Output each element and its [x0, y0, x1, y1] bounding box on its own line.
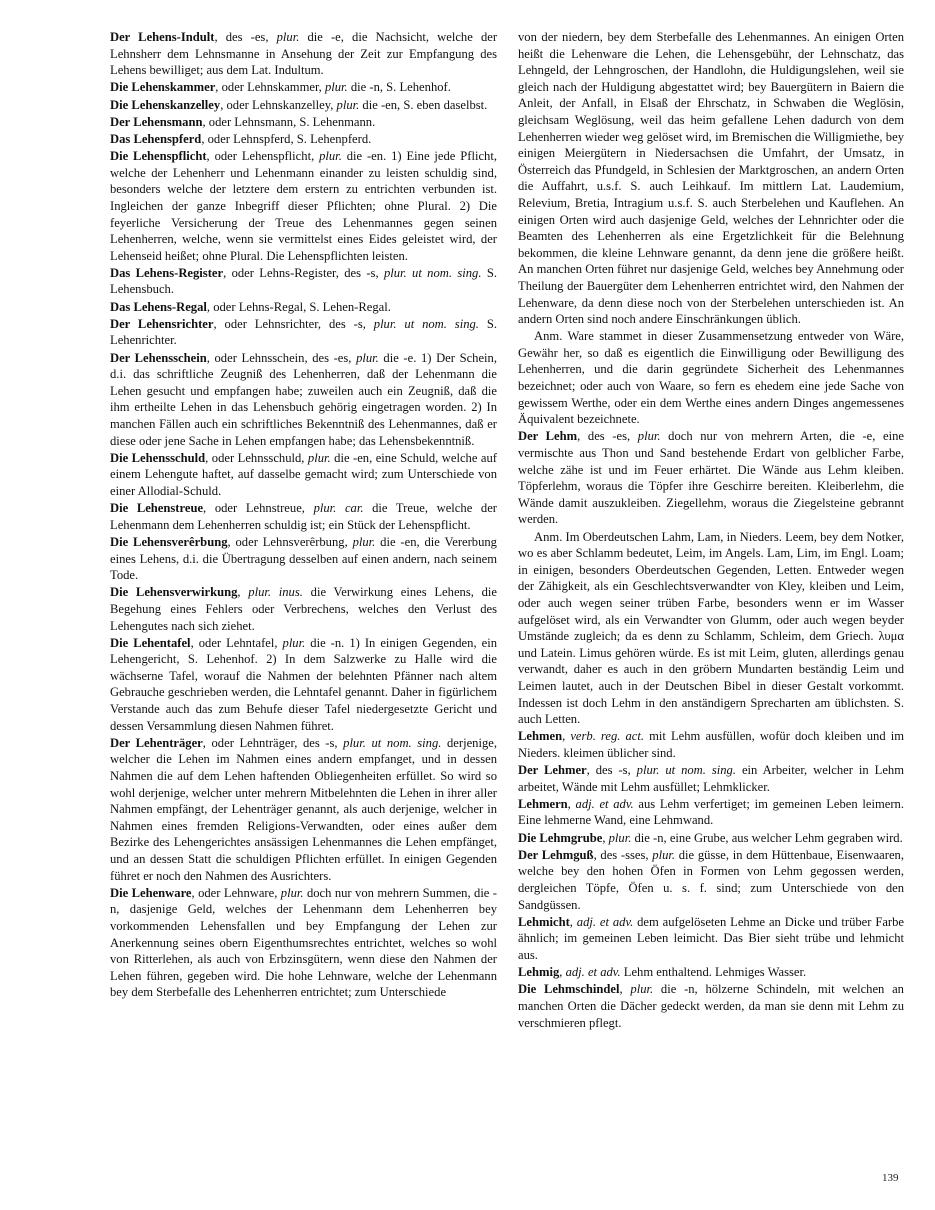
entry-text: die -n, hölzerne Schindeln, mit welchen an manchen Orten die Dächer gedeckt werden, da man sie denn mit Lehm zu verschmieren pflegt. [518, 982, 904, 1030]
entry-text: , oder Lehnsschuld, [205, 450, 308, 465]
entry-text: die Treue, welche der Lehenmann dem Lehenherren schuldig ist; ein Stück der Lehenspflicht. [110, 501, 497, 532]
dictionary-entry [110, 299, 497, 316]
dictionary-entry [518, 847, 904, 913]
entry-text: doch nur von mehrern Arten, die -e, eine vermischte aus Thon und Sand bestehende Erdart von gelblicher Farbe, welche zähe ist und im Feuer erhärtet. Die Wände aus Lehm kleiben. Töpferlehm, woraus die Töpfer ihre Geschirre bereiten. Kleiberlehm, die Wände damit auszukleiben. Ziegellehm, woraus die Ziegelsteine gebrannt werden. [518, 429, 904, 527]
headword: Die Lehensschuld [110, 450, 206, 465]
grammar-note: plur. [319, 149, 342, 164]
grammar-note: plur. ut nom. sing. [343, 735, 442, 750]
grammar-note: plur. ut nom. sing. [373, 316, 479, 331]
dictionary-entry [518, 728, 904, 761]
dictionary-entry [518, 762, 904, 795]
headword: Die Lehenspflicht [110, 149, 207, 164]
entry-text: , oder Lehnsschein, des -es, [206, 350, 357, 365]
dictionary-entry [518, 796, 904, 829]
entry-text: die -en. 1) Eine jede Pflicht, welche der Lehenherr und Lehenmann einander zu leisten schuldig sind, besonders welche der letztere dem erstern zu entrichten verbunden ist. Ingleichen der ganze Inbegriff dieser Pflichten; ohne Plural. 2) Die feyerliche Versicherung der Treue des Lehenmannes gegen seinen Lehenherren, welche, wenn sie vermittelst eines Eides geleistet wird, der Lehenseid heißet; ohne Plural. Die Lehenspflichten leisten. [110, 149, 497, 263]
entry-text: Lehm enthaltend. Lehmiges Wasser. [620, 965, 807, 980]
entry-text: ein Arbeiter, welcher in Lehm arbeitet, Wände mit Lehm ausfüllet; Lehmklicker. [518, 763, 905, 794]
dictionary-entry [110, 29, 497, 79]
entry-text: , oder Lehnskammer, [215, 80, 325, 95]
entry-text: die -n. 1) In einigen Gegenden, ein Lehengericht, S. Lehenhof. 2) In dem Salzwerke zu Halle wird die wächserne Tafel, worauf die Nahmen der belehnten Pfänner nach altem Gebrauche geschrieben werden, die Lehntafel genannt. Daher in figürlichem Verstande auch das zum Behufe dieser Tafel niedergesetzte Gericht und dessen Versammlung diesen Nahmen führet. [110, 635, 497, 733]
dictionary-entry [110, 97, 497, 114]
dictionary-entry [110, 534, 497, 584]
headword: Die Lehensverêrbung [110, 534, 228, 549]
grammar-note: plur. ut nom. sing. [383, 265, 482, 280]
entry-text: , oder Lehnspferd, S. Lehenpferd. [201, 131, 372, 146]
entry-text: , oder Lehnstreue, [203, 501, 314, 516]
dictionary-entry [110, 316, 497, 349]
dictionary-entry [110, 350, 497, 450]
entry-text: die -en, die Vererbung eines Lehens, d.i. die Übertragung desselben auf einen andern, nach seinem Tode. [110, 534, 497, 583]
entry-text: , oder Lehns-Register, des -s, [223, 265, 384, 280]
entry-text: , oder Lehnskanzelley, [220, 97, 337, 112]
entry-text: dem aufgelöseten Lehme an Dicke und trüber Farbe ähnlich; im gemeinen Leben leimicht. Das Bier sieht trübe und lehmicht aus. [518, 914, 904, 962]
dictionary-entry [518, 964, 904, 981]
annotation-paragraph: Anm. Ware stammet in dieser Zusammensetzung entweder von Wäre, Gewähr her, so daß es eigentlich die Einwilligung oder Bewilligung des Lehenherren, und die darin gegründete Sicherheit des Lehenmannes bezeichnet; oder auch von Waare, so fern es ehedem eine jede Sache von gewissem Werthe, oder ein dem Werthe eines andern Dinges angemessenes Äquivalent bezeichnete. [518, 329, 904, 427]
entry-text: , [567, 796, 576, 811]
grammar-note: plur. [352, 534, 376, 549]
dictionary-entry [518, 981, 904, 1031]
continued-text: von der niedern, bey dem Sterbefalle des Lehenmannes. An einigen Orten heißt die Lehenware die Lehen, die Lehensgebühr, der Lehnschatz, das Lehngeld, der Lehngroschen, der Handlohn, die Huldigungslehen, weil sie gleich nach der Huldigung abgestattet wird; bey Bauergütern in Baiern die Anleit, der Anfall, in Elsaß der Ehrschatz, in Schwaben die Weglösin, gleichsam Weglösung, weil das heim gefallene Lehen dadurch von dem Lehenherren wieder weg gelöset wird, im Bremischen die Willigmiethe, bey einigen Meiergütern in Niedersachsen die Umfahrt, der Umsatz, in Österreich das Pfundgeld, in Schlesien der Marktgroschen, an andern Orten die Auffahrt, u.s.f. S. auch Leihkauf. Im mittlern Lat. Laudemium, Relevium, Bretia, Intragium u.s.f. S. auch Sterbelehen und Kauflehen. An einigen Orten wird auch dasjenige Geld, welches der Lehnrichter oder die Beamten des Lehenherren als eine Ergetzlichkeit für die Belehnung bekommen, die kleine Lehnware genannt, da denn jene die größere heißt. An manchen Orten führet nur dasjenige Geld, welches bey Annehmung oder Theilung der Bauergüter dem Lehenherren entrichtet wird, den Nahmen der Lehenware, da denn diese noch von der Sterbelehen unterschieden ist. An andern Orten sind noch andere Einschränkungen üblich. [518, 30, 904, 327]
grammar-note: adj. et adv. [565, 965, 621, 980]
left-column [110, 29, 497, 1002]
dictionary-entry [110, 131, 497, 148]
entry-text: , oder Lehns-Regal, S. Lehen-Regal. [206, 299, 391, 314]
entry-text: , [569, 914, 577, 929]
headword: Lehmen [518, 729, 563, 744]
headword: Die Lehensverwirkung [110, 585, 238, 600]
grammar-note: verb. reg. act. [570, 729, 645, 744]
dictionary-entry [518, 830, 904, 847]
entry-text: die -e, die Nachsicht, welche der Lehnsherr dem Lehnsmanne in Ansehung der Zeit zur Empfangung des Lehens bewilliget; aus dem Lat. Indultum. [110, 30, 498, 78]
dictionary-entry [110, 450, 497, 500]
grammar-note: plur. [608, 830, 632, 845]
entry-text: , oder Lehnträger, des -s, [202, 735, 344, 750]
entry-text: die -en, eine Schuld, welche auf einem Lehengute haftet, auf dasselbe gemacht wird; zum Unterschiede von einer Allodial-Schuld. [110, 450, 497, 498]
grammar-note: plur. [356, 350, 379, 365]
dictionary-entry [110, 635, 497, 735]
entry-text: , [237, 585, 249, 600]
dictionary-entry [110, 500, 497, 533]
headword: Der Lehenträger [110, 735, 203, 750]
entry-text: die -n, eine Grube, aus welcher Lehm gegraben wird. [631, 830, 903, 845]
annotation-paragraph: Anm. Im Oberdeutschen Lahm, Lam, in Nieders. Leem, bey dem Notker, wo es aber Schlamm bedeutet, Leim, im Angels. Lam, Lim, im Engl. Loam; in einigen, besonders Oberdeutschen Gegenden, Letten. Entweder wegen der Zähigkeit, als ein Geschlechtsverwandter von Kley, kleiben und Leim, oder auch wegen seiner trüben Farbe, besonders wenn er im Wasser aufgelöset wird, als ein Verwandter von Glumm, oder auch wegen beyder Umstände zugleich; da es denn zu Schlamm, Schleim, dem Griech. λυμα und Latein. Limus gehören würde. Es ist mit Leim, gluten, allerdings genau verwandt, daher es auch in den gröbern Mundarten beständig Leim und Leimen lautet, auch in der Deutschen Bibel in dieser Gestalt vorkommt. Indessen ist doch Lehm in den anständigern Sprecharten am üblichsten. S. auch Letten. [518, 529, 904, 727]
headword: Die Lehenskanzelley [110, 97, 221, 112]
grammar-note: plur. [307, 450, 331, 465]
entry-text: , [619, 982, 631, 997]
entry-text: die -en, S. eben daselbst. [359, 97, 488, 112]
headword: Das Lehens-Register [110, 265, 224, 280]
grammar-note: plur. inus. [248, 585, 303, 600]
dictionary-entry [110, 79, 497, 96]
entry-text: , oder Lehnsrichter, des -s, [213, 316, 374, 331]
entry-text: , [559, 965, 566, 980]
grammar-note: adj. et adv. [575, 796, 634, 811]
headword: Das Lehenspferd [110, 131, 202, 146]
grammar-note: plur. car. [313, 501, 364, 516]
entry-text: , oder Lehntafel, [190, 635, 283, 650]
headword: Die Lehentafel [110, 635, 191, 650]
entry-text: derjenige, welcher die Lehen im Nahmen eines andern empfanget, und in dessen Nahmen die auf dem Lehen haftenden Obliegenheiten erfüllet. So wird so wohl derjenige, welcher unter mehrern Mitbelehnten die Lehen in ihrer aller Nahmen empfängt, der Lehenträger genannt, als auch derjenige, welcher in Nahmen eines fremden Religions-Verwandten, oder eines außer dem Bezirke des Lehengerichtes ansässigen Lehenmannes die Lehen empfänget, und an dessen Statt die schuldigen Pflichten erfüllet. In einigen Gegenden führet er noch den Nahmen des Ausrichters. [110, 735, 498, 883]
grammar-note: plur. [630, 982, 654, 997]
dictionary-entry [110, 735, 497, 884]
entry-text: aus Lehm verfertiget; im gemeinen Leben leimern. Eine lehmerne Wand, eine Lehmwand. [518, 796, 905, 828]
entry-text: , oder Lehnsmann, S. Lehenmann. [202, 114, 376, 129]
page-number: 139 [882, 1172, 899, 1184]
dictionary-entry [110, 265, 497, 298]
headword: Lehmig [518, 965, 560, 980]
headword: Lehmern [518, 796, 568, 811]
headword: Der Lehm [518, 429, 578, 444]
headword: Der Lehmer [518, 763, 587, 778]
entry-text: , des -es, [214, 30, 277, 44]
headword: Der Lehmguß [518, 847, 594, 862]
headword: Der Lehensmann [110, 114, 203, 129]
dictionary-entry [518, 914, 904, 964]
dictionary-entry [110, 148, 497, 264]
headword: Die Lehmschindel [518, 982, 620, 997]
dictionary-entry [110, 885, 497, 1001]
headword: Die Lehenware [110, 885, 192, 900]
grammar-note: plur. [637, 429, 661, 444]
entry-text: , des -es, [577, 429, 638, 444]
dictionary-entry [110, 584, 497, 634]
grammar-note: plur. [276, 30, 300, 44]
dictionary-entry [110, 114, 497, 131]
grammar-note: adj. et adv. [576, 914, 634, 929]
grammar-note: plur. ut nom. sing. [636, 763, 736, 778]
headword: Der Lehensschein [110, 350, 207, 365]
headword: Lehmicht [518, 914, 570, 929]
headword: Das Lehens-Regal [110, 299, 207, 314]
right-column [518, 29, 904, 1032]
headword: Der Lehensrichter [110, 316, 214, 331]
grammar-note: plur. [324, 80, 348, 95]
entry-text: , oder Lehnware, [191, 885, 281, 900]
headword: Die Lehenskammer [110, 80, 216, 95]
headword: Die Lehmgrube [518, 830, 603, 845]
entry-text: , des -sses, [593, 847, 653, 862]
dictionary-entry [518, 428, 904, 528]
entry-text: doch nur von mehrern Summen, die -n, dasjenige Geld, welches der Lehenmann dem Lehenherren bey vorkommenden Lehensfallen und bey Empfangung der Lehen zur Anerkennung seines obern Eigenthumsrechtes entrichtet, welches so wohl von Ritterlehen, als auch von Erbzinsgütern, wenn diese den Nahmen der Lehen führen, gegeben wird. Die hohe Lehnware, welche der Lehenmann bey dem Sterbefalle des Lehenherren entrichtet; zum Unterschiede [110, 885, 498, 1000]
entry-text: S. Lehenrichter. [110, 316, 497, 348]
entry-text: mit Lehm ausfüllen, wofür doch kleiben und im Nieders. kleimen üblicher sind. [518, 729, 904, 760]
headword: Die Lehenstreue [110, 501, 204, 516]
entry-text: S. Lehensbuch. [110, 265, 497, 297]
entry-text: , des -s, [586, 763, 637, 778]
entry-text: die güsse, in dem Hüttenbaue, Eisenwaaren, welche bey den hohen Öfen in Formen von Lehm gegossen werden, dergleichen Töpfe, Öfen u. s. f. sind; zum Unterschiede von den Sandgüssen. [518, 847, 904, 912]
entry-text: , [602, 830, 609, 845]
entry-text: , oder Lehenspflicht, [206, 149, 320, 164]
grammar-note: plur. [282, 635, 306, 650]
entry-text: die -n, S. Lehenhof. [347, 80, 451, 95]
entry-text: die -e. 1) Der Schein, d.i. das schriftliche Zeugniß des Lehenherren, daß der Lehenmann die Lehen gesucht und empfangen habe; zuweilen auch ein Zeugniß, daß die ihm ertheilte Lehen in das Lehensbuch gehörig eingetragen worden. 2) In manchen Fällen auch ein schriftliches Bekenntniß des Lehenmannes, daß er diese oder jene Sache in Lehen empfangen habe; das Lehensbekenntniß. [110, 350, 497, 448]
entry-text: , [562, 729, 571, 744]
grammar-note: plur. [280, 885, 304, 900]
entry-text: , oder Lehnsverêrbung, [227, 534, 353, 549]
headword: Der Lehens-Indult [110, 30, 215, 44]
grammar-note: plur. [336, 97, 360, 112]
grammar-note: plur. [652, 847, 676, 862]
entry-text: die Verwirkung eines Lehens, die Begehung eines Fehlers oder Verbrechens, welches den Verlust des Lehengutes nach sich ziehet. [110, 585, 498, 633]
